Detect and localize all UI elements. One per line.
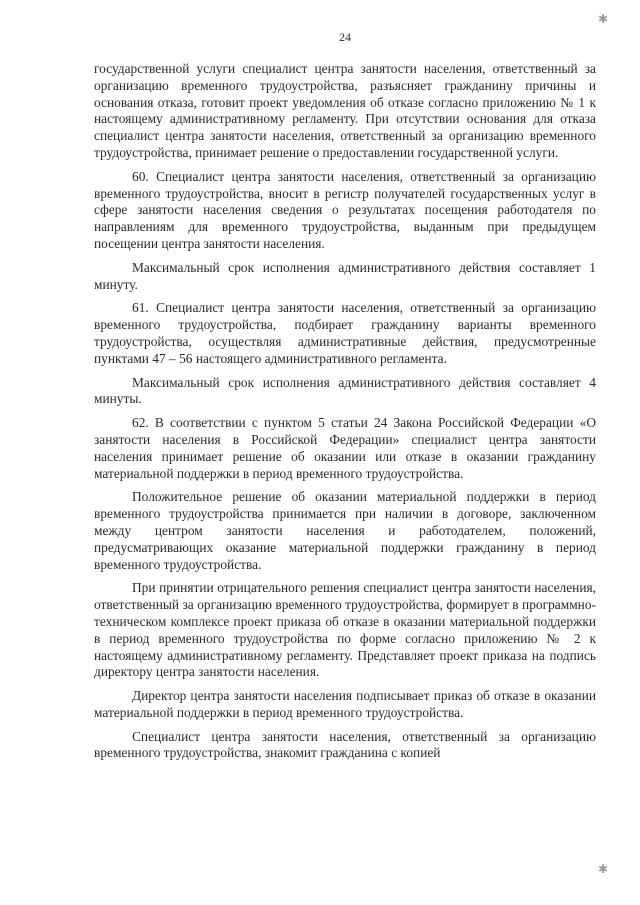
paragraph-item-61: 61. Специалист центра занятости населения, ответственный за организацию временного трудоустройства, подбирает гражданину варианты временного трудоустройства, осуществляя административные действия, предусмотренные пунктами 47 – 56 настоящего административного регламента. bbox=[94, 300, 596, 366]
scan-artifact-mark: ✱ bbox=[597, 862, 609, 876]
paragraph-max-time-4: Максимальный срок исполнения административного действия составляет 4 минуты. bbox=[94, 374, 596, 407]
scan-artifact-mark: ✱ bbox=[597, 12, 609, 26]
paragraph-continuation: государственной услуги специалист центра занятости населения, ответственный за организацию временного трудоустройства, разъясняет гражданину причины и основания отказа, готовит проект уведомления об отказе согласно приложению № 1 к настоящему административному регламенту. При отсутствии основания для отказа специалист центра занятости населения, ответственный за организацию временного трудоустройства, принимает решение о предоставлении государственной услуги. bbox=[94, 61, 596, 160]
paragraph-item-62: 62. В соответствии с пунктом 5 статьи 24 Закона Российской Федерации «О занятости населения в Российской Федерации» специалист центра занятости населения принимает решение об оказании или отказе в оказании гражданину материальной поддержки в период временного трудоустройства. bbox=[94, 415, 596, 481]
paragraph-specialist-acquaints: Специалист центра занятости населения, ответственный за организацию временного трудоустройства, знакомит гражданина с копией bbox=[94, 728, 596, 761]
paragraph-item-60: 60. Специалист центра занятости населения, ответственный за организацию временного трудоустройства, вносит в регистр получателей государственных услуг в сфере занятости населения сведения о результатах посещения работодателя по направлениям для временного трудоустройства, выданным при предыдущем посещении центра занятости населения. bbox=[94, 168, 596, 251]
page-number: 24 bbox=[339, 30, 351, 44]
paragraph-max-time-1: Максимальный срок исполнения административного действия составляет 1 минуту. bbox=[94, 259, 596, 292]
paragraph-director-signs: Директор центра занятости населения подписывает приказ об отказе в оказании материальной поддержки в период временного трудоустройства. bbox=[94, 688, 596, 720]
paragraph-positive-decision: Положительное решение об оказании материальной поддержки в период временного трудоустройства принимается при наличии в договоре, заключенном между центром занятости населения и работодателем, положений, предусматривающих оказание материальной поддержки гражданину в период временного трудоустройства. bbox=[94, 489, 596, 572]
paragraph-negative-decision: При принятии отрицательного решения специалист центра занятости населения, ответственный за организацию временного трудоустройства, формирует в программно-техническом комплексе проект приказа об отказе в оказании материальной поддержки в период временного трудоустройства по форме согласно приложению № 2 к настоящему административному регламенту. Представляет проект приказа на подпись директору центра занятости населения. bbox=[94, 580, 596, 680]
